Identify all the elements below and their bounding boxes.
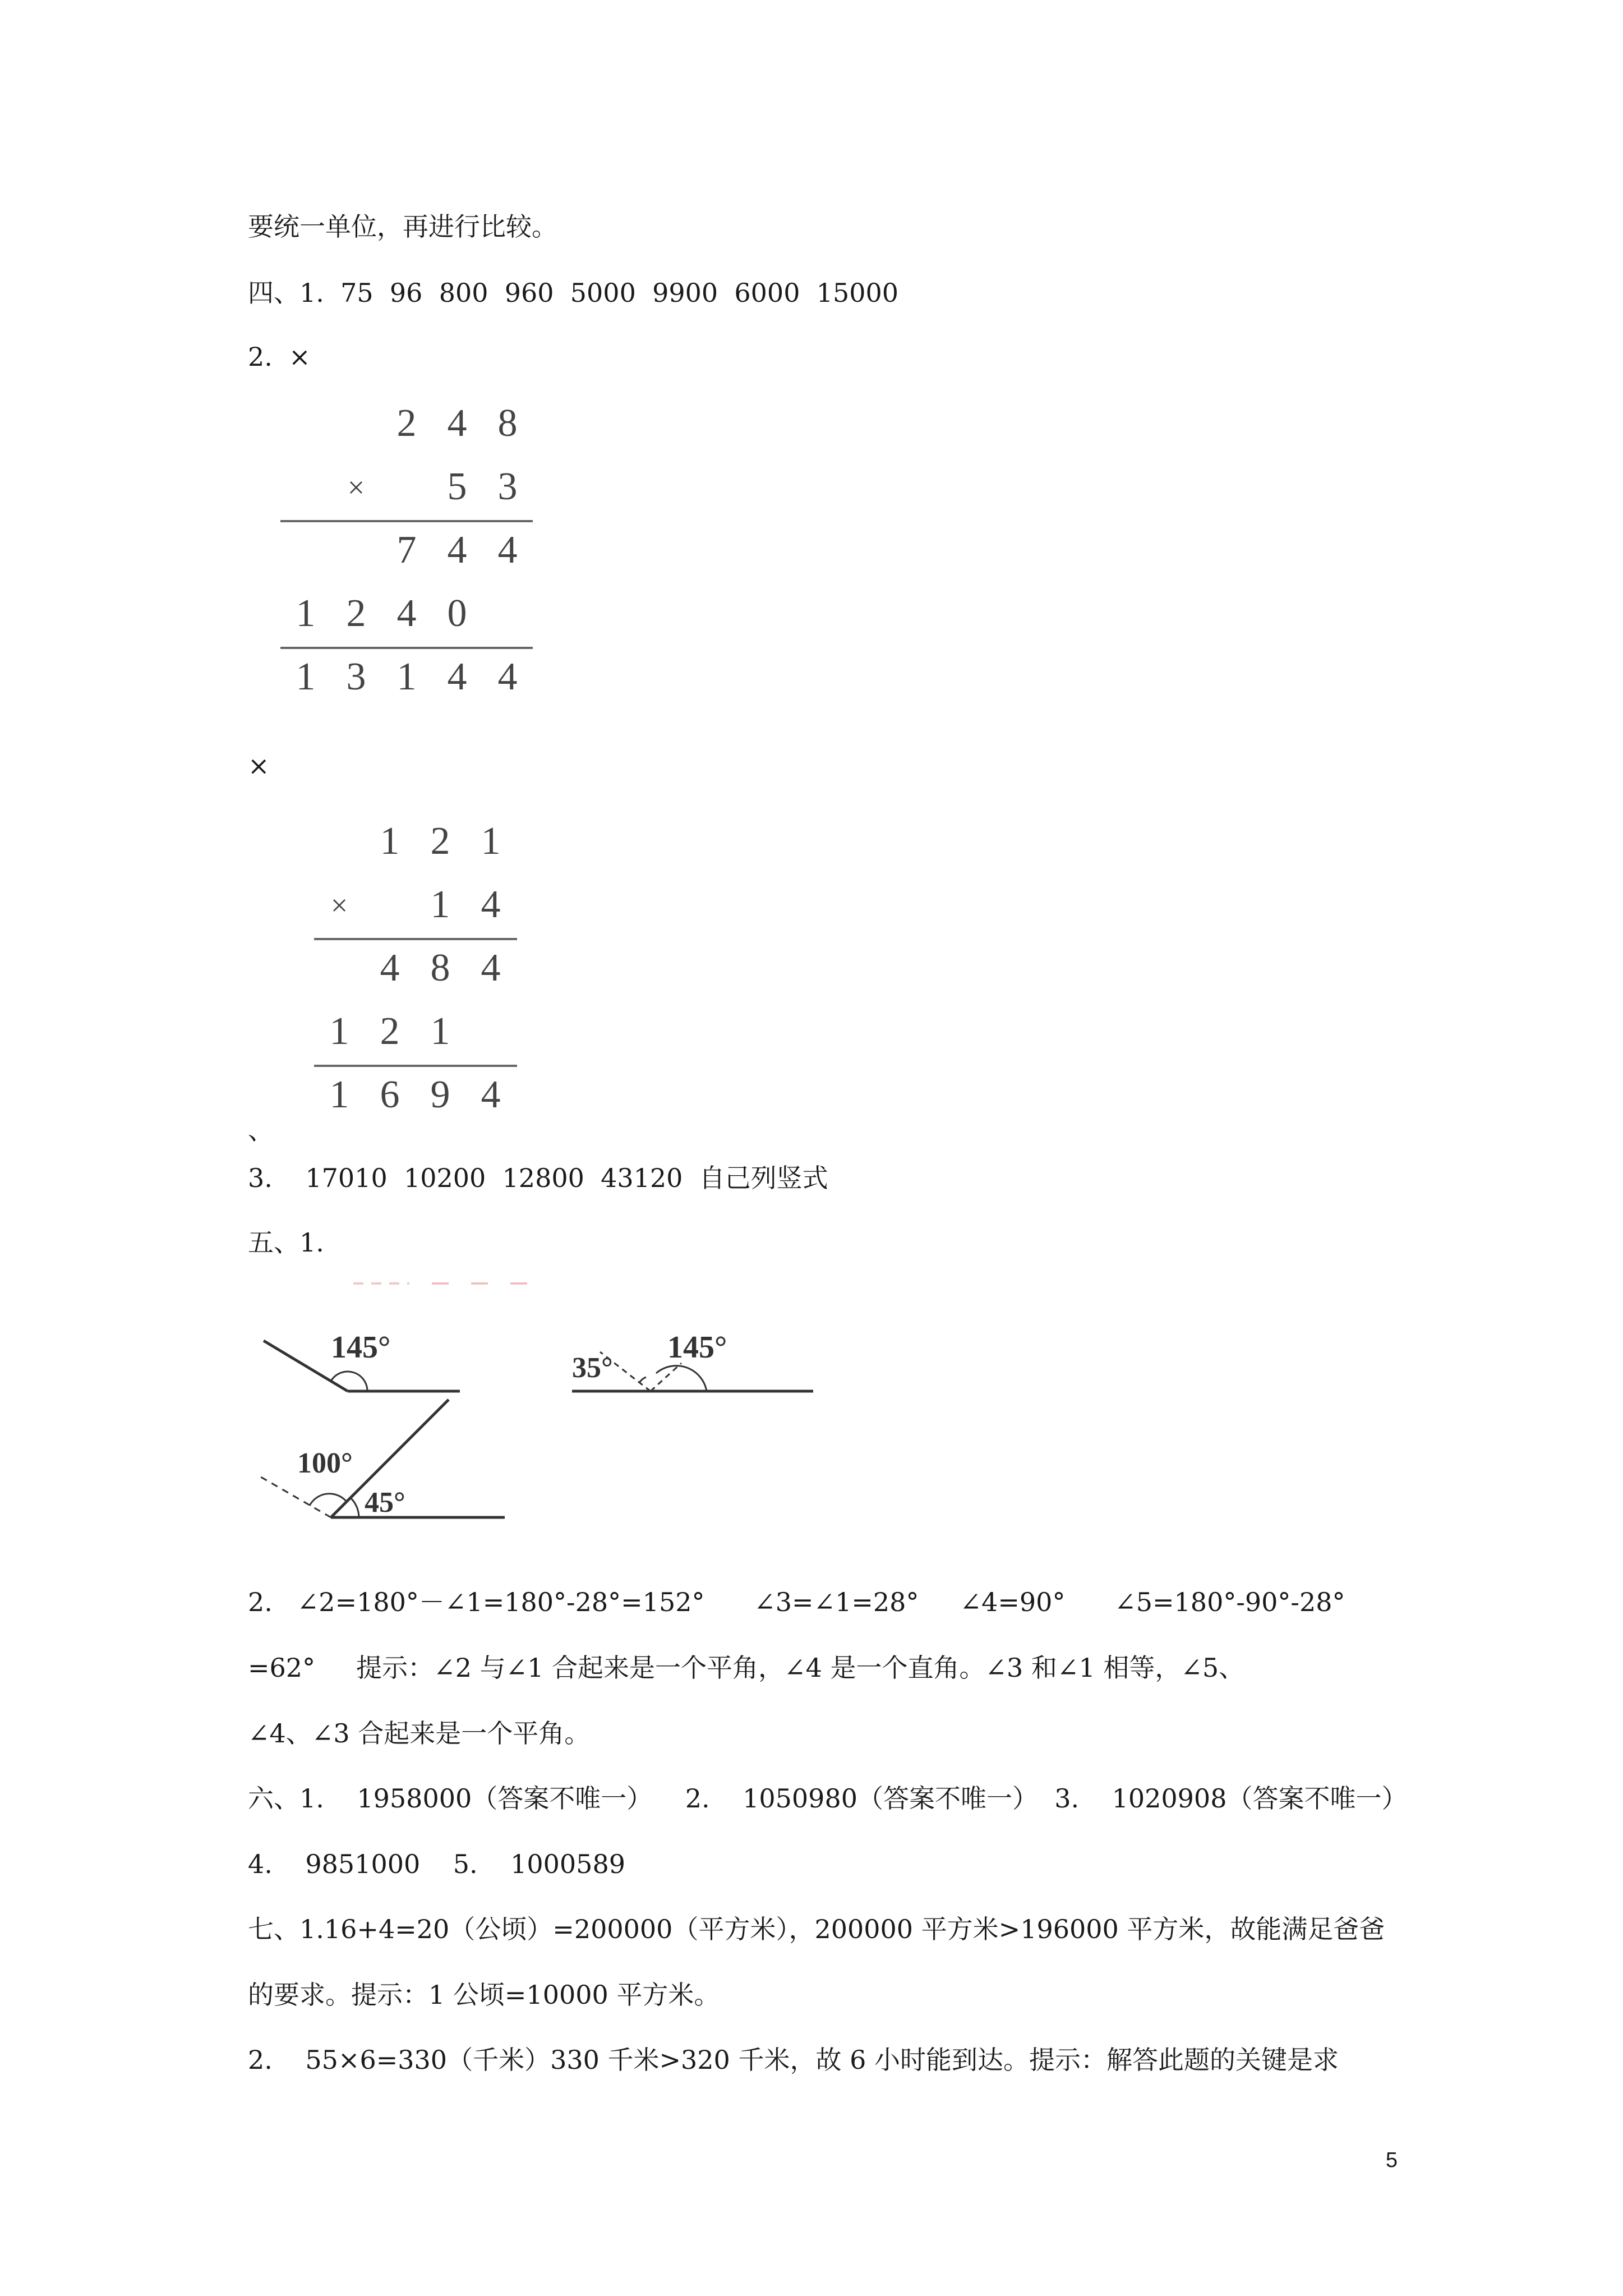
text-line-7: 五、1. [248,1227,324,1258]
vertical-multiplication-248x53 [280,401,538,704]
digit: 1 [430,883,450,926]
text-line-15: 2. 55×6=330（千米）330 千米>320 千米，故 6 小时能到达。提示：解答此题的关键是求 [248,2045,1339,2075]
digit: 2 [430,820,450,863]
angle-arc [639,1377,646,1383]
multiply-sign: × [347,471,365,504]
vertical-multiplication-121x14 [314,819,527,1122]
text-line-5: 、 [248,1115,274,1145]
text-line-8: 2. ∠2=180°－∠1=180°-28°=152° ∠3=∠1=28° ∠4=90° ∠5=180°-90°-28° [248,1587,1345,1617]
digit: 1 [430,1010,450,1053]
calc-rule [280,520,533,522]
angle-arc [656,1366,707,1391]
angle-label: 145° [331,1330,391,1365]
digit: 1 [481,820,501,863]
angle-arc [310,1494,347,1506]
angle-label: 35° [572,1352,613,1384]
digit: 1 [296,592,316,635]
text-line-2: 四、1. 75 96 800 960 5000 9900 6000 15000 [248,278,899,308]
digit: 1 [329,1010,349,1053]
text-line-14: 的要求。提示：1 公顷=10000 平方米。 [248,1980,720,2010]
page-number: 5 [1385,2148,1398,2172]
angle-arc [351,1498,359,1517]
text-line-6: 3. 17010 10200 12800 43120 自己列竖式 [248,1163,828,1193]
angle-label: 100° [297,1447,353,1479]
calc-rule [314,938,517,940]
digit: 4 [447,528,467,572]
digit: 4 [481,946,501,990]
digit: 1 [380,820,400,863]
digit: 4 [447,655,467,698]
text-line-13: 七、1.16+4=20（公顷）=200000（平方米），200000 平方米>196000 平方米，故能满足爸爸 [248,1914,1385,1944]
calc-rule [280,647,533,649]
digit: 8 [430,946,450,990]
digit: 1 [296,655,316,698]
digit: 4 [497,528,518,572]
digit: 1 [396,655,417,698]
digit: 3 [346,655,366,698]
angle-figures [247,1273,864,1565]
calc-rule [314,1065,517,1067]
multiply-sign: × [330,889,348,922]
text-line-4: × [248,751,270,781]
digit: 3 [497,465,518,508]
digit: 4 [497,655,518,698]
text-line-11: 六、1. 1958000（答案不唯一） 2. 1050980（答案不唯一） 3. 1020908（答案不唯一） [248,1783,1408,1814]
digit: 4 [481,883,501,926]
angle-label: 145° [667,1330,727,1365]
digit: 4 [447,402,467,445]
digit: 7 [396,528,417,572]
digit: 1 [329,1073,349,1116]
text-line-9: =62° 提示：∠2 与∠1 合起来是一个平角，∠4 是一个直角。∠3 和∠1 相等，∠5、 [248,1653,1245,1683]
text-line-3: 2. × [248,342,311,372]
digit: 6 [380,1073,400,1116]
digit: 4 [396,592,417,635]
text-line-12: 4. 9851000 5. 1000589 [248,1849,625,1879]
digit: 4 [380,946,400,990]
digit: 2 [346,592,366,635]
angle-label: 45° [365,1487,405,1519]
digit: 2 [380,1010,400,1053]
digit: 5 [447,465,467,508]
digit: 9 [430,1073,450,1116]
text-line-1: 要统一单位，再进行比较。 [248,211,557,242]
text-line-10: ∠4、∠3 合起来是一个平角。 [248,1718,591,1749]
digit: 8 [497,402,518,445]
digit: 4 [481,1073,501,1116]
digit: 0 [447,592,467,635]
digit: 2 [396,402,417,445]
angle-arc [331,1372,367,1391]
